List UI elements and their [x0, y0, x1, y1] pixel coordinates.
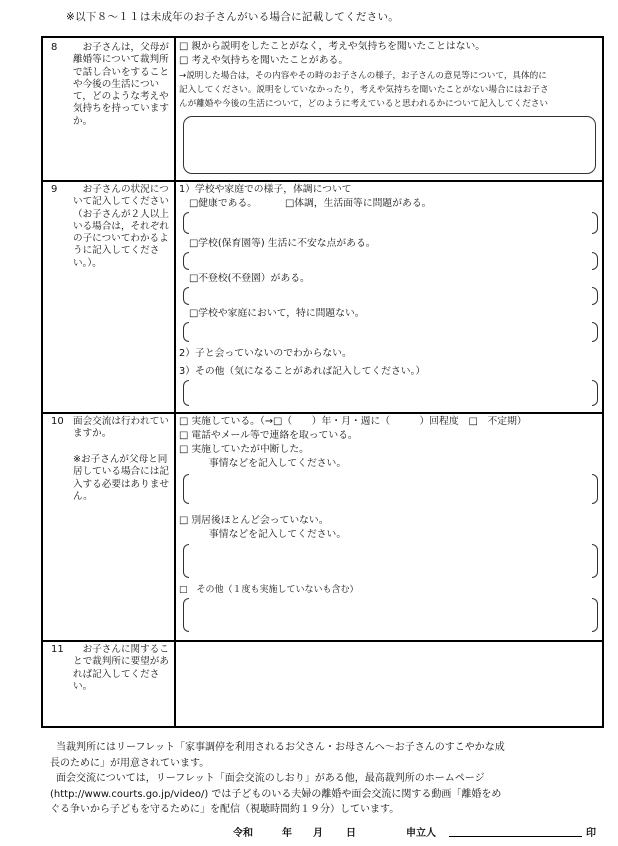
q10-option-other[interactable]: □ その他（１度も実施していないも含む）	[179, 585, 359, 595]
date-day: 日	[346, 828, 356, 839]
q10-option-suspended[interactable]: □ 実施していたが中断した。	[179, 444, 309, 455]
q9-field-4-right[interactable]	[592, 322, 598, 342]
q9-option-absence[interactable]: □不登校(不登園）がある。	[189, 273, 310, 284]
q8-instruction-3: んが離婚や今後の生活について，どのように考えていると思われるかについて記入してください	[179, 99, 549, 109]
footer-line: (http://www.courts.go.jp/video/) では子どものいる夫婦の離婚や面会交流に関する動画「離婚をめ	[50, 788, 502, 800]
applicant-signature-line[interactable]	[449, 836, 582, 837]
footer-line: 面会交流については，リーフレット「面会交流のしおり」がある他，最高裁判所のホームページ	[56, 773, 485, 784]
q10-suspended-instruction: 事情などを記入してください。	[209, 458, 347, 469]
seal-mark: 印	[586, 828, 596, 839]
q9-field-4-left[interactable]	[183, 322, 189, 342]
q9-field-2-right[interactable]	[592, 252, 598, 270]
applicant-label: 申立人	[406, 828, 436, 839]
q9-field-1-left[interactable]	[183, 212, 189, 234]
q9-field-3-left[interactable]	[183, 287, 189, 305]
question-10-text: 面会交流は行われていますか。	[73, 416, 169, 440]
q8-instruction-2: 記入してください。説明をしていなかったり，考えや気持ちを聞いたことがない場合にはお子さ	[179, 85, 549, 95]
q10-option-ongoing[interactable]: □ 実施している。（→□（ ）年・月・週に（ ）回程度 □ 不定期）	[179, 416, 527, 427]
q9-field-5-right[interactable]	[592, 380, 598, 406]
q10-field-1-right[interactable]	[592, 474, 598, 504]
q10-field-1-left[interactable]	[183, 474, 189, 504]
q9-option-healthy[interactable]: □健康である。	[189, 198, 258, 209]
footer-notes	[50, 740, 598, 818]
row-divider	[43, 412, 602, 414]
row-divider	[43, 180, 602, 182]
q10-field-2-right[interactable]	[592, 544, 598, 578]
date-month: 月	[313, 828, 323, 839]
question-10-note: ※お子さんが父母と同居している場合には記入する必要はありません。	[73, 454, 169, 502]
question-11-text: お子さんに関することで裁判所に要望があれば記入してください。	[73, 644, 169, 692]
q9-option-no-problem[interactable]: □学校や家庭において，特に問題ない。	[189, 308, 365, 319]
question-9-number: 9	[51, 184, 58, 195]
q9-option-health-issue[interactable]: □体調，生活面等に問題がある。	[285, 198, 432, 209]
q9-field-2-left[interactable]	[183, 252, 189, 270]
footer-line: 当裁判所にはリーフレット「家事調停を利用されるお父さん・お母さんへ～お子さんのすこやかな成	[56, 742, 505, 753]
q8-answer-field[interactable]	[183, 116, 596, 174]
date-era: 令和	[233, 828, 253, 839]
q9-item-1-heading: 1）学校や家庭での様子，体調について	[179, 184, 352, 195]
question-10-number: 10	[51, 416, 64, 427]
q10-field-3-right[interactable]	[592, 598, 598, 632]
q8-option-asked[interactable]: □ 考えや気持ちを聞いたことがある。	[179, 55, 349, 66]
q9-field-1-right[interactable]	[592, 212, 598, 234]
question-8-text: お子さんは，父母が離婚等について裁判所で話し合いをすることや今後の生活について，どのような考えや気持ちを持っていますか。	[73, 42, 169, 127]
question-8-number: 8	[51, 42, 58, 53]
questionnaire-table	[41, 36, 604, 728]
question-11-number: 11	[51, 644, 64, 655]
q9-item-2[interactable]: 2）子と会っていないのでわからない。	[179, 348, 352, 359]
q9-option-school-concern[interactable]: □学校(保育園等) 生活に不安な点がある。	[189, 238, 376, 249]
footer-line: 長のために」が用意されています。	[50, 757, 210, 769]
q9-item-3[interactable]: 3）その他（気になることがあれば記入してください。）	[179, 366, 426, 377]
q9-field-3-right[interactable]	[592, 287, 598, 305]
column-divider	[174, 38, 176, 726]
date-year: 年	[282, 828, 292, 839]
q10-option-rarely-met[interactable]: □ 別居後ほとんど会っていない。	[179, 515, 329, 526]
q8-option-not-asked[interactable]: □ 親から説明をしたことがなく，考えや気持ちを聞いたことはない。	[179, 41, 486, 52]
footer-line: ぐる争いから子どもを守るために」を配信（視聴時間約１９分）しています。	[50, 804, 400, 815]
q10-rarely-instruction: 事情などを記入してください。	[209, 529, 347, 540]
q11-answer-area[interactable]	[176, 642, 602, 726]
q10-field-2-left[interactable]	[183, 544, 189, 578]
question-9-text: お子さんの状況について記入してください（お子さんが２人以上いる場合は，それぞれの子についてわかるように記入してください。）。	[73, 184, 169, 269]
q10-field-3-left[interactable]	[183, 598, 189, 632]
q9-field-5-left[interactable]	[183, 380, 189, 406]
q8-instruction-1: →説明した場合は，その内容やその時のお子さんの様子，お子さんの意見等について，具体的に	[179, 71, 547, 81]
q10-option-contact[interactable]: □ 電話やメール等で連絡を取っている。	[179, 430, 358, 441]
instruction-note: ※以下８～１１は未成年のお子さんがいる場合に記載してください。	[66, 11, 400, 23]
